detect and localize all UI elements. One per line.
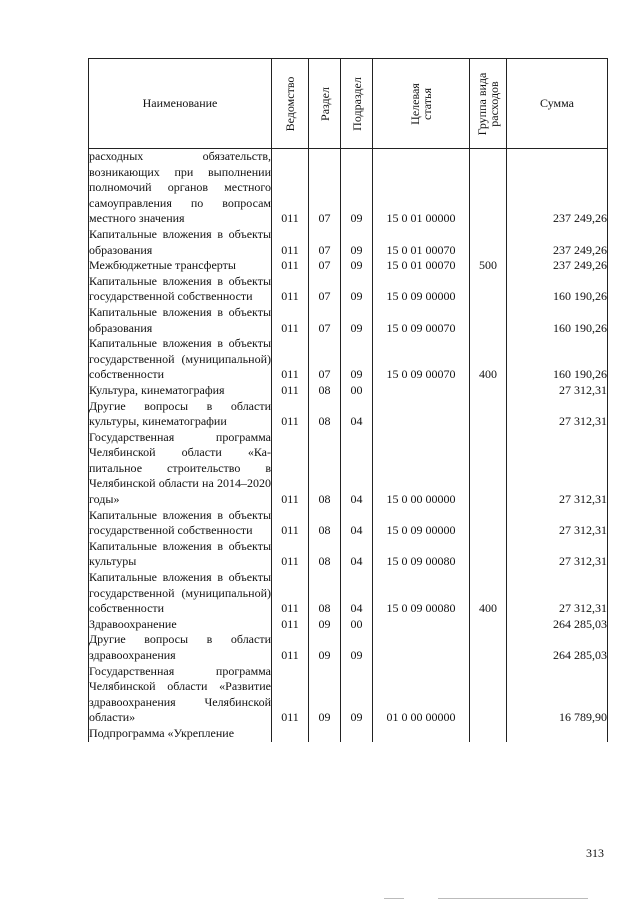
table-body	[89, 149, 608, 742]
cell-expense-group	[470, 149, 507, 227]
cell-name: Капитальные вложения в объекты государственной собственности	[89, 507, 271, 538]
cell-section: 07	[309, 227, 341, 258]
cell-subsection: 04	[341, 539, 373, 570]
footer-rule	[384, 898, 404, 899]
cell-subsection: 09	[341, 632, 373, 663]
cell-subsection: 09	[341, 149, 373, 227]
cell-amount: 264 285,03	[507, 617, 608, 633]
cell-amount: 160 190,26	[507, 305, 608, 336]
cell-expense-group	[470, 305, 507, 336]
header-target-article-label: Целевая статья	[408, 82, 434, 125]
table-row	[89, 664, 608, 726]
header-target-article	[373, 59, 470, 149]
cell-amount: 27 312,31	[507, 430, 608, 508]
cell-subsection: 09	[341, 258, 373, 274]
table-row	[89, 430, 608, 508]
header-department	[272, 59, 309, 149]
cell-section: 08	[309, 399, 341, 430]
cell-name: Капитальные вложения в объекты государственной собственности	[89, 273, 271, 304]
cell-subsection: 09	[341, 664, 373, 726]
cell-department: 011	[272, 383, 309, 399]
cell-expense-group	[470, 632, 507, 663]
footer-rule	[438, 898, 588, 899]
cell-section: 09	[309, 664, 341, 726]
cell-subsection: 04	[341, 430, 373, 508]
header-expense-group-label: Группа вида расходов	[475, 72, 501, 135]
cell-target-article	[373, 399, 470, 430]
table-row	[89, 539, 608, 570]
cell-amount: 27 312,31	[507, 399, 608, 430]
cell-section: 07	[309, 274, 341, 305]
cell-expense-group	[470, 383, 507, 399]
table-row	[89, 617, 608, 633]
cell-target-article: 15 0 01 00070	[373, 258, 470, 274]
header-subsection-label: Подраздел	[349, 76, 364, 131]
cell-name: Другие вопросы в области здравоохранения	[89, 632, 271, 662]
cell-section: 07	[309, 149, 341, 227]
cell-section: 09	[309, 617, 341, 633]
cell-department: 011	[272, 336, 309, 383]
cell-amount: 27 312,31	[507, 383, 608, 399]
cell-subsection: 04	[341, 508, 373, 539]
cell-section: 07	[309, 336, 341, 383]
cell-section: 07	[309, 305, 341, 336]
table-row	[89, 399, 608, 430]
cell-expense-group	[470, 617, 507, 633]
cell-target-article: 15 0 09 00000	[373, 508, 470, 539]
cell-department: 011	[272, 274, 309, 305]
cell-subsection: 04	[341, 399, 373, 430]
cell-name: Межбюджетные трансферты	[89, 258, 272, 274]
cell-department: 011	[272, 570, 309, 617]
header-section-label: Раздел	[317, 86, 332, 121]
table-row	[89, 726, 608, 742]
cell-department: 011	[272, 632, 309, 663]
cell-section: 08	[309, 430, 341, 508]
cell-amount: 160 190,26	[507, 336, 608, 383]
table-row	[89, 508, 608, 539]
header-department-label: Ведомство	[283, 76, 297, 131]
cell-department: 011	[272, 149, 309, 227]
table-row	[89, 570, 608, 617]
page-number: 313	[586, 846, 604, 860]
cell-expense-group	[470, 508, 507, 539]
cell-section: 08	[309, 508, 341, 539]
header-name: Наименование	[89, 59, 272, 149]
cell-name: Капитальные вложения в объекты государственной (муниципальной) собственности	[89, 336, 271, 382]
cell-name: Культура, кинематография	[89, 383, 272, 399]
cell-department	[272, 726, 309, 742]
table-header-row	[89, 59, 608, 149]
cell-name: расходных обязательств, возникающих при выполнении полномочий органов местного самоуправления по вопросам местного значения	[89, 149, 271, 226]
cell-name: Подпрограмма «Укрепление	[89, 726, 272, 742]
cell-amount: 237 249,26	[507, 149, 608, 227]
cell-expense-group	[470, 227, 507, 258]
table-row	[89, 336, 608, 383]
cell-target-article: 15 0 09 00080	[373, 570, 470, 617]
cell-amount: 16 789,90	[507, 664, 608, 726]
cell-department: 011	[272, 664, 309, 726]
cell-target-article	[373, 617, 470, 633]
cell-amount: 237 249,26	[507, 258, 608, 274]
cell-expense-group	[470, 664, 507, 726]
cell-target-article	[373, 726, 470, 742]
table-row	[89, 274, 608, 305]
cell-amount: 264 285,03	[507, 632, 608, 663]
table-row	[89, 383, 608, 399]
budget-table	[88, 58, 608, 742]
cell-department: 011	[272, 399, 309, 430]
cell-expense-group	[470, 430, 507, 508]
cell-target-article: 15 0 09 00080	[373, 539, 470, 570]
cell-target-article: 01 0 00 00000	[373, 664, 470, 726]
cell-subsection: 09	[341, 305, 373, 336]
header-section	[309, 59, 341, 149]
cell-target-article: 15 0 09 00000	[373, 274, 470, 305]
cell-target-article	[373, 383, 470, 399]
cell-target-article: 15 0 00 00000	[373, 430, 470, 508]
cell-name: Капитальные вложения в объекты культуры	[89, 538, 271, 569]
cell-department: 011	[272, 617, 309, 633]
cell-subsection: 09	[341, 336, 373, 383]
cell-department: 011	[272, 508, 309, 539]
cell-section: 08	[309, 383, 341, 399]
header-amount: Сумма	[507, 59, 608, 149]
cell-subsection: 00	[341, 617, 373, 633]
cell-name: Капитальные вложения в объекты образования	[89, 304, 271, 335]
cell-subsection: 04	[341, 570, 373, 617]
cell-target-article: 15 0 01 00070	[373, 227, 470, 258]
cell-section: 08	[309, 570, 341, 617]
cell-target-article	[373, 632, 470, 663]
cell-name: Государственная программа Челябинской области «Развитие здравоохранения Челябинской области»	[89, 663, 271, 725]
header-subsection	[341, 59, 373, 149]
table-row	[89, 632, 608, 663]
cell-amount: 160 190,26	[507, 274, 608, 305]
cell-expense-group: 500	[470, 258, 507, 274]
table-row	[89, 305, 608, 336]
cell-department: 011	[272, 539, 309, 570]
cell-subsection	[341, 726, 373, 742]
cell-amount: 27 312,31	[507, 570, 608, 617]
cell-name: Государственная программа Челябинской области «Капитальное строительство в Челябинской области на 2014–2020 годы»	[89, 429, 271, 507]
cell-department: 011	[272, 305, 309, 336]
cell-section: 08	[309, 539, 341, 570]
cell-name: Капитальные вложения в объекты образования	[89, 226, 271, 257]
header-expense-group	[470, 59, 507, 149]
cell-amount: 27 312,31	[507, 508, 608, 539]
table-row	[89, 149, 608, 227]
table-row	[89, 258, 608, 274]
cell-expense-group	[470, 274, 507, 305]
cell-expense-group	[470, 539, 507, 570]
cell-name: Здравоохранение	[89, 617, 272, 633]
cell-expense-group: 400	[470, 336, 507, 383]
cell-target-article: 15 0 09 00070	[373, 305, 470, 336]
cell-subsection: 00	[341, 383, 373, 399]
cell-amount: 27 312,31	[507, 539, 608, 570]
cell-department: 011	[272, 227, 309, 258]
cell-amount: 237 249,26	[507, 227, 608, 258]
cell-department: 011	[272, 258, 309, 274]
cell-section	[309, 726, 341, 742]
cell-amount	[507, 726, 608, 742]
cell-name: Другие вопросы в области культуры, кинематографии	[89, 398, 271, 429]
cell-section: 09	[309, 632, 341, 663]
cell-expense-group: 400	[470, 570, 507, 617]
cell-department: 011	[272, 430, 309, 508]
cell-subsection: 09	[341, 227, 373, 258]
cell-target-article: 15 0 01 00000	[373, 149, 470, 227]
cell-expense-group	[470, 726, 507, 742]
cell-subsection: 09	[341, 274, 373, 305]
table-row	[89, 227, 608, 258]
cell-expense-group	[470, 399, 507, 430]
cell-target-article: 15 0 09 00070	[373, 336, 470, 383]
cell-section: 07	[309, 258, 341, 274]
cell-name: Капитальные вложения в объекты государственной (муниципальной) собственности	[89, 570, 271, 616]
